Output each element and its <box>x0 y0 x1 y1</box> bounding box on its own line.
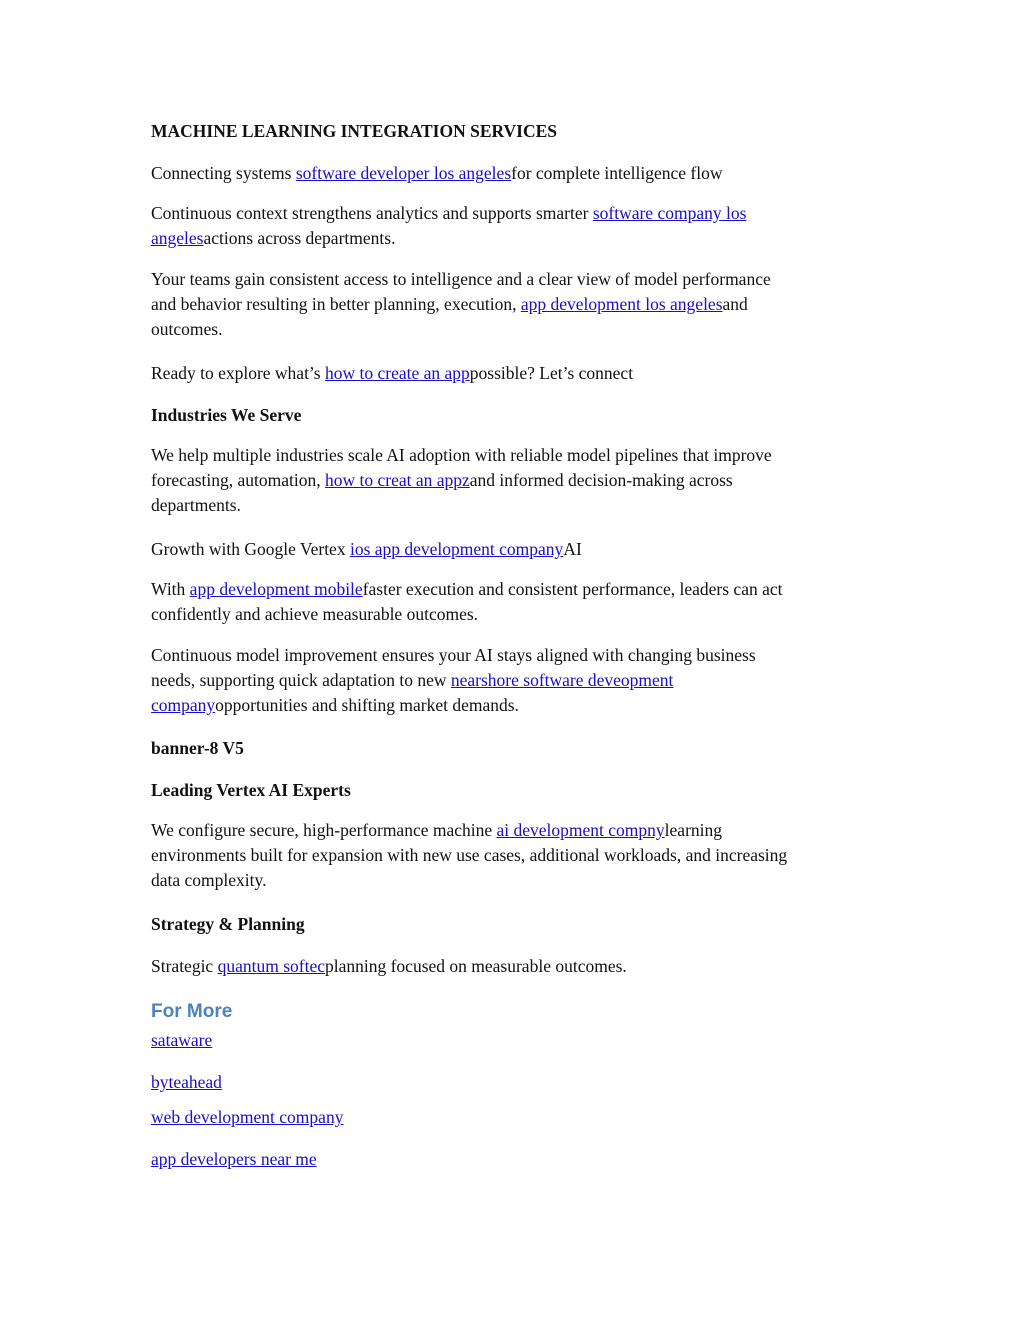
link[interactable]: angeles <box>151 228 204 248</box>
paragraph <box>151 643 756 718</box>
text: AI <box>563 539 582 559</box>
paragraph <box>151 818 787 893</box>
link[interactable]: how to creat an appz <box>324 470 470 490</box>
text: for complete intelligence flow <box>511 163 723 183</box>
section-heading: banner-8 V5 <box>151 738 244 758</box>
link[interactable]: ios app development company <box>349 539 564 559</box>
text: Growth with Google Vertex <box>151 539 350 559</box>
text: actions across departments. <box>203 228 396 248</box>
text: Strategic <box>151 956 218 976</box>
text: We configure secure, high-performance machine <box>151 820 497 840</box>
for-more-heading: For More <box>151 1001 233 1022</box>
link[interactable]: ai development compny <box>496 820 665 840</box>
link-app-developers-near-me[interactable]: app developers near me <box>151 1149 317 1169</box>
text: planning focused on measurable outcomes. <box>324 956 627 976</box>
text: confidently and achieve measurable outcomes. <box>151 604 479 624</box>
link[interactable]: how to create an app <box>324 363 470 383</box>
text: needs, supporting quick adaptation to new <box>151 670 451 690</box>
link-byteahead[interactable]: byteahead <box>151 1072 222 1092</box>
text: departments. <box>151 495 241 515</box>
text: faster execution and consistent performance, leaders can act <box>362 579 783 599</box>
text: Ready to explore what’s <box>151 363 325 383</box>
link[interactable]: software company los <box>592 203 747 223</box>
link[interactable]: company <box>151 695 216 715</box>
text: outcomes. <box>151 319 223 339</box>
text: and <box>722 294 748 314</box>
section-heading: Leading Vertex AI Experts <box>151 780 351 800</box>
paragraph <box>151 443 772 518</box>
link-sataware[interactable]: sataware <box>151 1030 213 1050</box>
link[interactable]: app development mobile <box>189 579 363 599</box>
link[interactable]: app development los angeles <box>520 294 723 314</box>
text: possible? Let’s connect <box>469 363 634 383</box>
link[interactable]: software developer los angeles <box>295 163 512 183</box>
text: forecasting, automation, <box>151 470 325 490</box>
text: environments built for expansion with new use cases, additional workloads, and increasing <box>151 845 788 865</box>
link[interactable]: nearshore software deveopment <box>450 670 674 690</box>
text: learning <box>664 820 723 840</box>
text: We help multiple industries scale AI adoption with reliable model pipelines that improve <box>151 445 772 465</box>
text: and behavior resulting in better planning, execution, <box>151 294 521 314</box>
paragraph <box>151 537 582 562</box>
text: Your teams gain consistent access to intelligence and a clear view of model performance <box>151 269 771 289</box>
paragraph <box>151 954 627 979</box>
paragraph <box>151 161 723 186</box>
text: and informed decision-making across <box>469 470 733 490</box>
link[interactable]: quantum softec <box>217 956 325 976</box>
text: Continuous context strengthens analytics and supports smarter <box>151 203 593 223</box>
section-heading: Strategy & Planning <box>151 914 305 934</box>
link-web-development-company[interactable]: web development company <box>151 1107 344 1127</box>
paragraph <box>151 267 771 342</box>
text: data complexity. <box>151 870 267 890</box>
text: Continuous model improvement ensures your AI stays aligned with changing business <box>151 645 756 665</box>
page-title: MACHINE LEARNING INTEGRATION SERVICES <box>151 121 558 141</box>
paragraph <box>151 577 782 627</box>
text: Connecting systems <box>151 163 296 183</box>
text: With <box>151 579 190 599</box>
text: opportunities and shifting market demands. <box>215 695 519 715</box>
section-heading: Industries We Serve <box>151 405 302 425</box>
paragraph <box>151 201 746 251</box>
paragraph <box>151 361 633 386</box>
